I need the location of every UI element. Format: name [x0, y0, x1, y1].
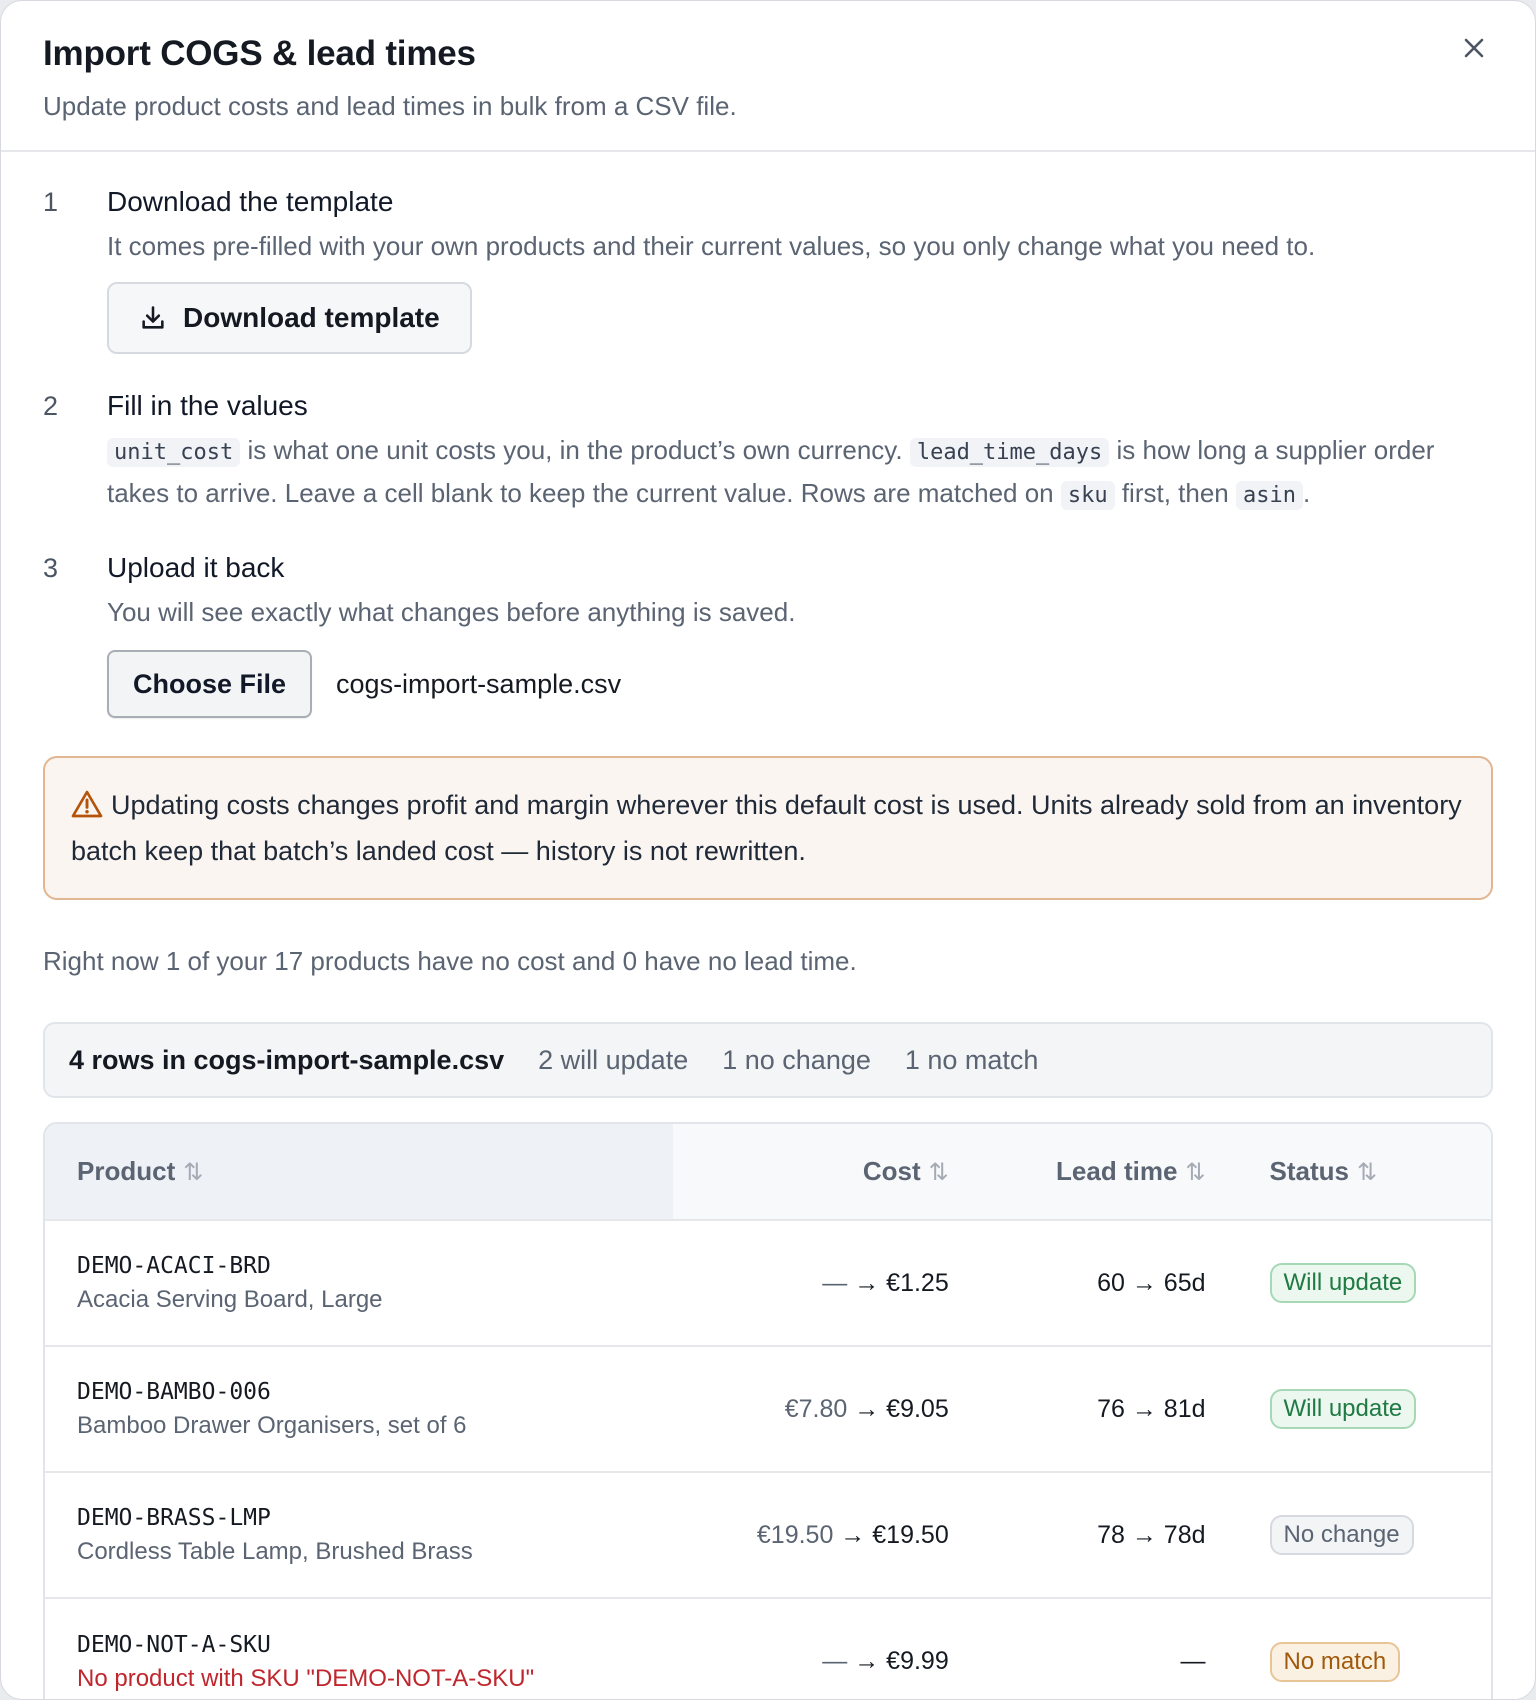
product-cell [45, 1220, 673, 1346]
product-sku: DEMO-BAMBO-006 [77, 1379, 271, 1405]
product-cell [45, 1598, 673, 1700]
desc-text-a: is what one unit costs you, in the product’s own currency. [240, 435, 910, 465]
download-template-label: Download template [183, 302, 440, 333]
lead-time-cell: 78 → 78d [1097, 1520, 1206, 1549]
sort-icon: ⇅ [183, 1159, 204, 1186]
choose-file-button[interactable]: Choose File [107, 650, 312, 718]
desc-text-d: . [1302, 478, 1311, 508]
column-header-lead-time[interactable] [981, 1124, 1238, 1220]
status-badge: No change [1270, 1515, 1414, 1555]
cost-old: — [822, 1647, 848, 1675]
warning-text: Updating costs changes profit and margin wherever this default cost is used. Units already sold from an inventory batch keep that batch’s landed cost — history is not rewritten. [71, 790, 1462, 866]
preview-table [45, 1124, 1491, 1700]
step-title: Fill in the values [107, 390, 308, 421]
status-cell [1238, 1346, 1491, 1472]
table-row [45, 1220, 1491, 1346]
import-stats-bar [43, 1022, 1493, 1098]
warning-icon [71, 789, 103, 819]
cost-new: €1.25 [886, 1268, 949, 1297]
status-cell [1238, 1472, 1491, 1598]
column-header-product[interactable] [45, 1124, 673, 1220]
modal-subtitle: Update product costs and lead times in bulk from a CSV file. [43, 91, 737, 121]
step-description: You will see exactly what changes before anything is saved. [107, 597, 796, 627]
sort-icon: ⇅ [1356, 1159, 1378, 1186]
step-number: 1 [43, 187, 59, 217]
no-change-count: 1 no change [722, 1044, 871, 1075]
product-sku: DEMO-NOT-A-SKU [77, 1631, 271, 1658]
close-icon [1462, 36, 1486, 60]
step-title: Upload it back [107, 552, 285, 583]
cost-old: €7.80 [784, 1394, 848, 1423]
step-description: It comes pre-filled with your own products and their current values, so you only change what you need to. [107, 231, 1316, 261]
lead-time-cell: 76 → 81d [1097, 1394, 1206, 1423]
cost-new: €9.99 [886, 1647, 949, 1675]
product-sku: DEMO-ACACI-BRD [77, 1253, 271, 1279]
table-row [45, 1472, 1491, 1598]
selected-file-name: cogs-import-sample.csv [336, 668, 622, 699]
product-name: Bamboo Drawer Organisers, set of 6 [77, 1412, 467, 1439]
table-row [45, 1346, 1491, 1472]
column-label: Status [1269, 1156, 1349, 1186]
column-header-cost[interactable] [673, 1124, 981, 1220]
column-label: Product [77, 1156, 176, 1186]
lead-time-cell: — [1180, 1647, 1206, 1675]
product-name: Acacia Serving Board, Large [77, 1286, 383, 1313]
no-match-message: No product with SKU "DEMO-NOT-A-SKU" [77, 1664, 535, 1692]
no-match-count: 1 no match [904, 1044, 1039, 1075]
status-cell [1238, 1220, 1491, 1346]
code-sku: sku [1061, 481, 1115, 510]
cost-cell: — → €1.25 [822, 1268, 949, 1297]
rows-in-file: 4 rows in cogs-import-sample.csv [69, 1044, 505, 1075]
step-number: 3 [43, 553, 59, 583]
lead-time-cell: 60 → 65d [1097, 1268, 1206, 1297]
table-row [45, 1598, 1491, 1700]
preview-table-container [43, 1122, 1493, 1700]
column-label: Lead time [1056, 1156, 1178, 1186]
file-input [107, 650, 1493, 718]
product-sku: DEMO-BRASS-LMP [77, 1505, 271, 1531]
download-template-button[interactable] [107, 282, 472, 354]
code-asin: asin [1236, 481, 1303, 510]
status-badge: Will update [1270, 1389, 1417, 1429]
product-cell [45, 1346, 673, 1472]
table-header-row [45, 1124, 1491, 1220]
cost-new: €9.05 [886, 1394, 949, 1423]
status-badge: No match [1270, 1642, 1401, 1682]
code-lead-time-days: lead_time_days [910, 438, 1109, 467]
cost-old: — [822, 1268, 848, 1297]
close-button[interactable] [1453, 27, 1495, 69]
step-download [43, 182, 1493, 354]
missing-values-summary: Right now 1 of your 17 products have no cost and 0 have no lead time. [43, 946, 857, 976]
step-fill [43, 386, 1493, 516]
cost-old: €19.50 [756, 1520, 834, 1549]
cost-warning-callout [43, 756, 1493, 900]
product-cell [45, 1472, 673, 1598]
cost-cell: €7.80 → €9.05 [784, 1394, 949, 1423]
sort-icon: ⇅ [928, 1159, 949, 1186]
step-number: 2 [43, 391, 59, 421]
will-update-count: 2 will update [538, 1044, 689, 1075]
column-header-status[interactable] [1238, 1124, 1491, 1220]
step-upload [43, 548, 1493, 718]
modal-header [1, 1, 1535, 152]
desc-text-b: is how long a supplier order takes to arrive. Leave a cell blank to keep the current value. Rows are matched on [107, 435, 1435, 508]
cost-cell: €19.50 → €19.50 [756, 1520, 949, 1549]
desc-text-c: first, then [1114, 478, 1236, 508]
modal-body [1, 152, 1535, 1700]
status-cell [1238, 1598, 1491, 1700]
status-badge: Will update [1270, 1263, 1417, 1303]
modal-title: Import COGS & lead times [43, 34, 476, 73]
product-name: Cordless Table Lamp, Brushed Brass [77, 1538, 473, 1565]
column-label: Cost [862, 1156, 921, 1186]
step-description [107, 430, 1493, 516]
code-unit-cost: unit_cost [107, 438, 240, 467]
cost-new: €19.50 [872, 1520, 949, 1549]
step-title: Download the template [107, 186, 394, 217]
cost-cell: — → €9.99 [822, 1647, 949, 1675]
download-icon [139, 304, 167, 332]
sort-icon: ⇅ [1185, 1159, 1206, 1186]
